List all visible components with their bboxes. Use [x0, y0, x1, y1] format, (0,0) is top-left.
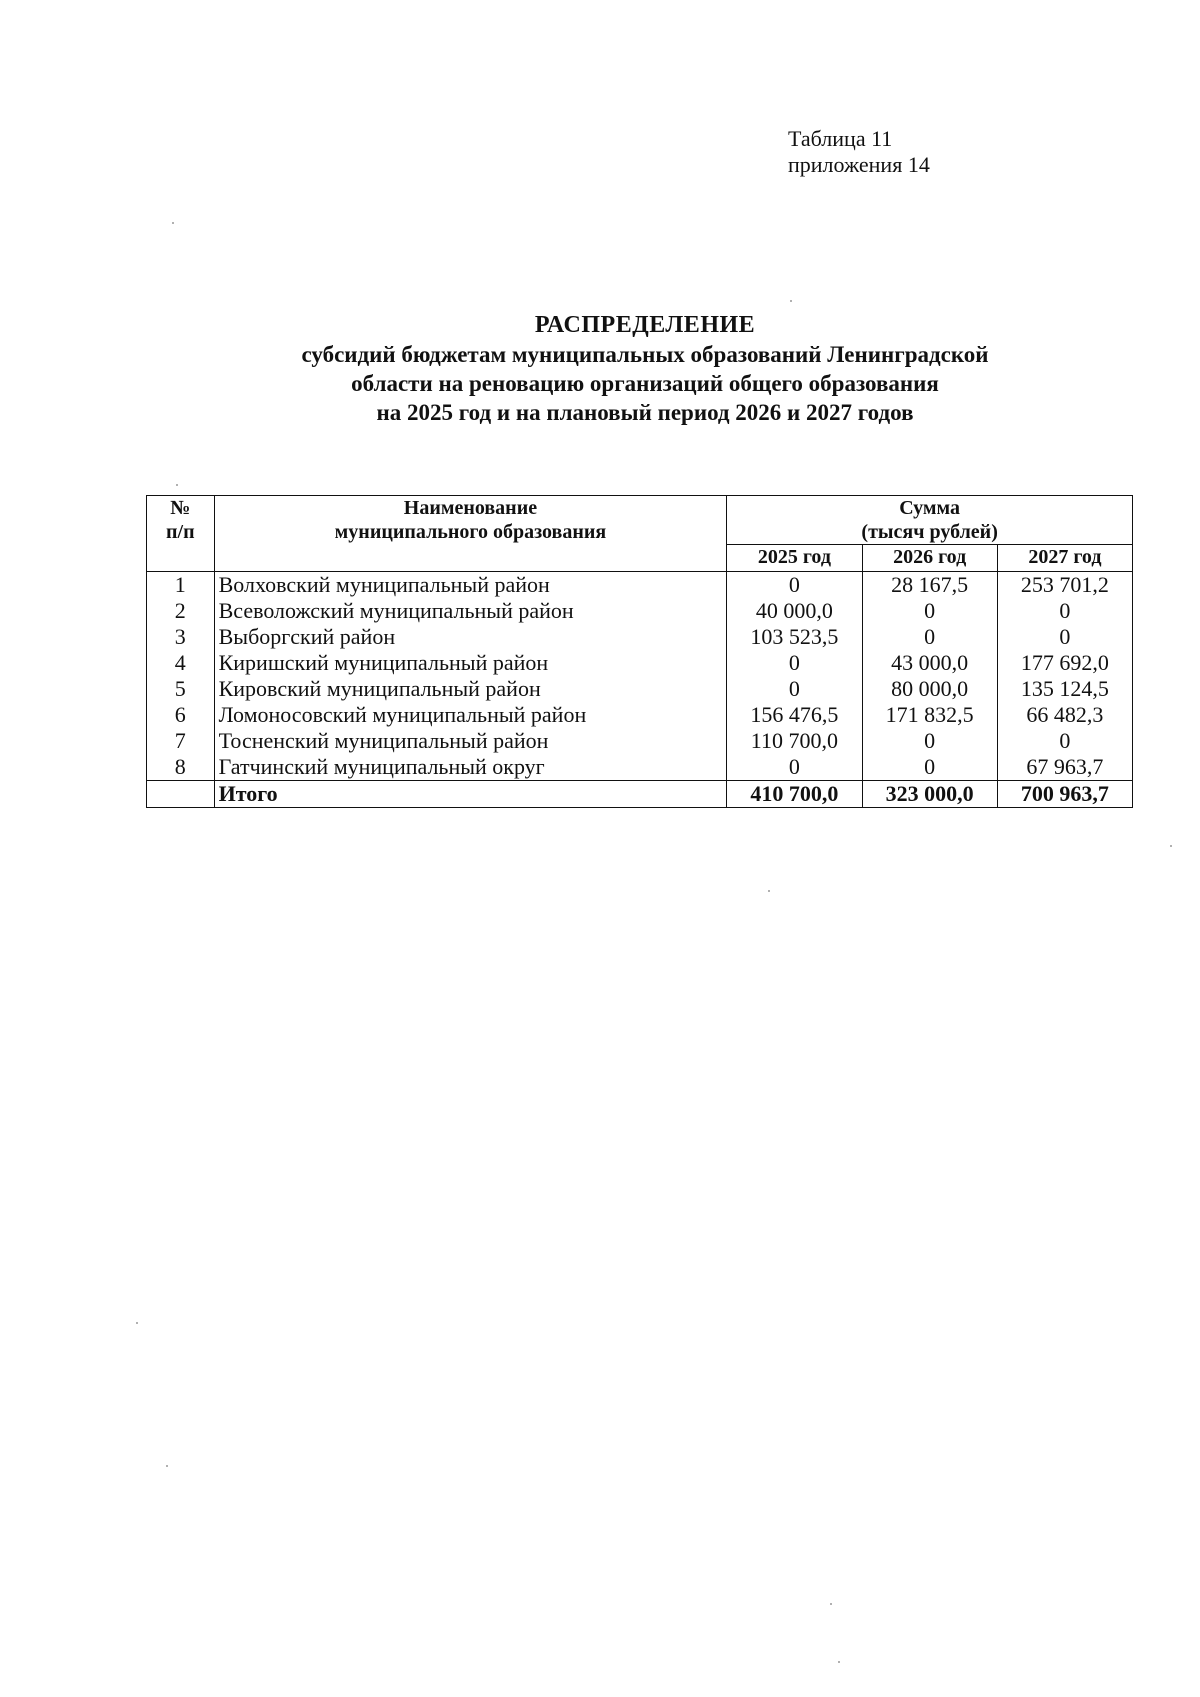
col-name-header: Наименование муниципального образования [214, 496, 727, 572]
table-row [147, 728, 1133, 754]
table-row [147, 650, 1133, 676]
value-2025: 40 000,0 [727, 598, 862, 624]
total-2025: 410 700,0 [727, 781, 862, 808]
row-number: 8 [147, 754, 215, 781]
title-line-2: области на реновацию организаций общего образования [351, 371, 939, 396]
scan-speck [1170, 845, 1172, 847]
municipality-name: Всеволожский муниципальный район [214, 598, 727, 624]
document-title [0, 310, 1200, 427]
col-number-header: № п/п [147, 496, 215, 572]
scan-speck [166, 1465, 168, 1467]
municipality-name: Киришский муниципальный район [214, 650, 727, 676]
municipality-name: Тосненский муниципальный район [214, 728, 727, 754]
table-row [147, 624, 1133, 650]
scan-speck [172, 222, 174, 224]
municipality-name: Гатчинский муниципальный округ [214, 754, 727, 781]
total-row [147, 781, 1133, 808]
table-row [147, 676, 1133, 702]
value-2027: 0 [997, 728, 1132, 754]
total-2026: 323 000,0 [862, 781, 997, 808]
scan-speck [768, 890, 770, 892]
value-2025: 0 [727, 572, 862, 599]
value-2026: 0 [862, 598, 997, 624]
row-number: 5 [147, 676, 215, 702]
municipality-name: Ломоносовский муниципальный район [214, 702, 727, 728]
scan-speck [830, 1603, 832, 1605]
value-2026: 28 167,5 [862, 572, 997, 599]
appendix-number: приложения 14 [788, 152, 930, 177]
value-2027: 135 124,5 [997, 676, 1132, 702]
municipality-name: Волховский муниципальный район [214, 572, 727, 599]
value-2026: 43 000,0 [862, 650, 997, 676]
row-number: 2 [147, 598, 215, 624]
row-number: 3 [147, 624, 215, 650]
total-number-cell [147, 781, 215, 808]
table-number: Таблица 11 [788, 126, 893, 151]
distribution-table [146, 495, 1133, 808]
scan-speck [790, 300, 792, 302]
header-row [147, 496, 1133, 545]
total-label: Итого [214, 781, 727, 808]
col-sum-header: Сумма (тысяч рублей) [727, 496, 1133, 545]
row-number: 6 [147, 702, 215, 728]
table-row [147, 572, 1133, 599]
value-2026: 0 [862, 624, 997, 650]
value-2025: 0 [727, 650, 862, 676]
title-line-3: на 2025 год и на плановый период 2026 и 2027 годов [376, 400, 914, 425]
value-2027: 0 [997, 598, 1132, 624]
scan-speck [176, 484, 178, 486]
col-year-2027: 2027 год [997, 545, 1132, 572]
table-reference [788, 126, 930, 178]
row-number: 4 [147, 650, 215, 676]
scan-speck [838, 1661, 840, 1663]
row-number: 7 [147, 728, 215, 754]
value-2027: 177 692,0 [997, 650, 1132, 676]
value-2027: 66 482,3 [997, 702, 1132, 728]
municipality-name: Выборгский район [214, 624, 727, 650]
title-line-1: субсидий бюджетам муниципальных образований Ленинградской [301, 342, 989, 367]
value-2026: 0 [862, 728, 997, 754]
value-2026: 0 [862, 754, 997, 781]
value-2025: 110 700,0 [727, 728, 862, 754]
value-2025: 156 476,5 [727, 702, 862, 728]
value-2025: 103 523,5 [727, 624, 862, 650]
value-2027: 67 963,7 [997, 754, 1132, 781]
total-2027: 700 963,7 [997, 781, 1132, 808]
value-2026: 171 832,5 [862, 702, 997, 728]
row-number: 1 [147, 572, 215, 599]
table-row [147, 754, 1133, 781]
value-2027: 253 701,2 [997, 572, 1132, 599]
value-2026: 80 000,0 [862, 676, 997, 702]
table-row [147, 598, 1133, 624]
title-main: РАСПРЕДЕЛЕНИЕ [534, 312, 756, 338]
table-row [147, 702, 1133, 728]
value-2025: 0 [727, 754, 862, 781]
col-year-2026: 2026 год [862, 545, 997, 572]
municipality-name: Кировский муниципальный район [214, 676, 727, 702]
col-year-2025: 2025 год [727, 545, 862, 572]
value-2025: 0 [727, 676, 862, 702]
value-2027: 0 [997, 624, 1132, 650]
scan-speck [136, 1322, 138, 1324]
